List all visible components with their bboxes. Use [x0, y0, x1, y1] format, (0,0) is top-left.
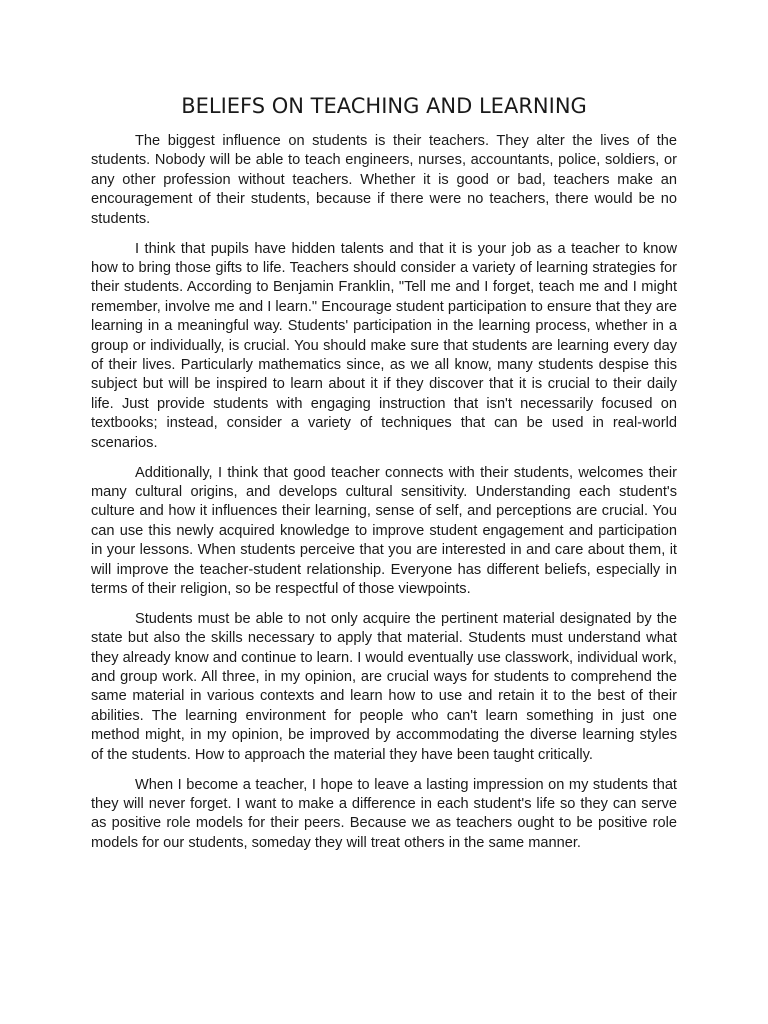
paragraph-3: Additionally, I think that good teacher connects with their students, welcomes their many cultural origins, and develops cultural sensitivity. Understanding each student's culture and how it influences their learning, sense of self, and perceptions are crucial. You can use this newly acquired knowledge to improve student engagement and participation in your lessons. When students perceive that you are interested in and care about them, it will improve the teacher-student relationship. Everyone has different beliefs, especially in terms of their religion, so be respectful of those viewpoints. — [91, 464, 677, 597]
page-title: BELIEFS ON TEACHING AND LEARNING — [181, 94, 587, 118]
paragraph-4: Students must be able to not only acquire the pertinent material designated by the state but also the skills necessary to apply that material. Students must understand what they already know and continue to learn. I would eventually use classwork, individual work, and group work. All three, in my opinion, are crucial ways for students to comprehend the same material in various contexts and learn how to use and retain it to the best of their abilities. The learning environment for people who can't learn something in just one method might, in my opinion, be improved by accommodating the diverse learning styles of the students. How to approach the material they have been taught critically. — [91, 610, 677, 763]
paragraph-1: The biggest influence on students is their teachers. They alter the lives of the students. Nobody will be able to teach engineers, nurses, accountants, police, soldiers, or any other profession without teachers. Whether it is good or bad, teachers make an encouragement of their students, because if there were no teachers, there would be no students. — [91, 133, 677, 227]
document-body — [91, 132, 677, 864]
paragraph-2: I think that pupils have hidden talents and that it is your job as a teacher to know how to bring those gifts to life. Teachers should consider a variety of learning strategies for their students. According to Benjamin Franklin, "Tell me and I forget, teach me and I might remember, involve me and I learn." Encourage student participation to ensure that they are learning in a meaningful way. Students' participation in the learning process, whether in a group or individually, is crucial. You should make sure that students are learning every day of their lives. Particularly mathematics since, as we all know, many students despise this subject but will be inspired to learn about it if they discover that it is crucial to their daily life. Just provide students with engaging instruction that isn't necessarily focused on textbooks; instead, consider a variety of techniques that can be used in real-world scenarios. — [91, 240, 677, 451]
paragraph-5: When I become a teacher, I hope to leave a lasting impression on my students that they will never forget. I want to make a difference in each student's life so they can serve as positive role models for their peers. Because we as teachers ought to be positive role models for our students, someday they will treat others in the same manner. — [91, 776, 677, 851]
